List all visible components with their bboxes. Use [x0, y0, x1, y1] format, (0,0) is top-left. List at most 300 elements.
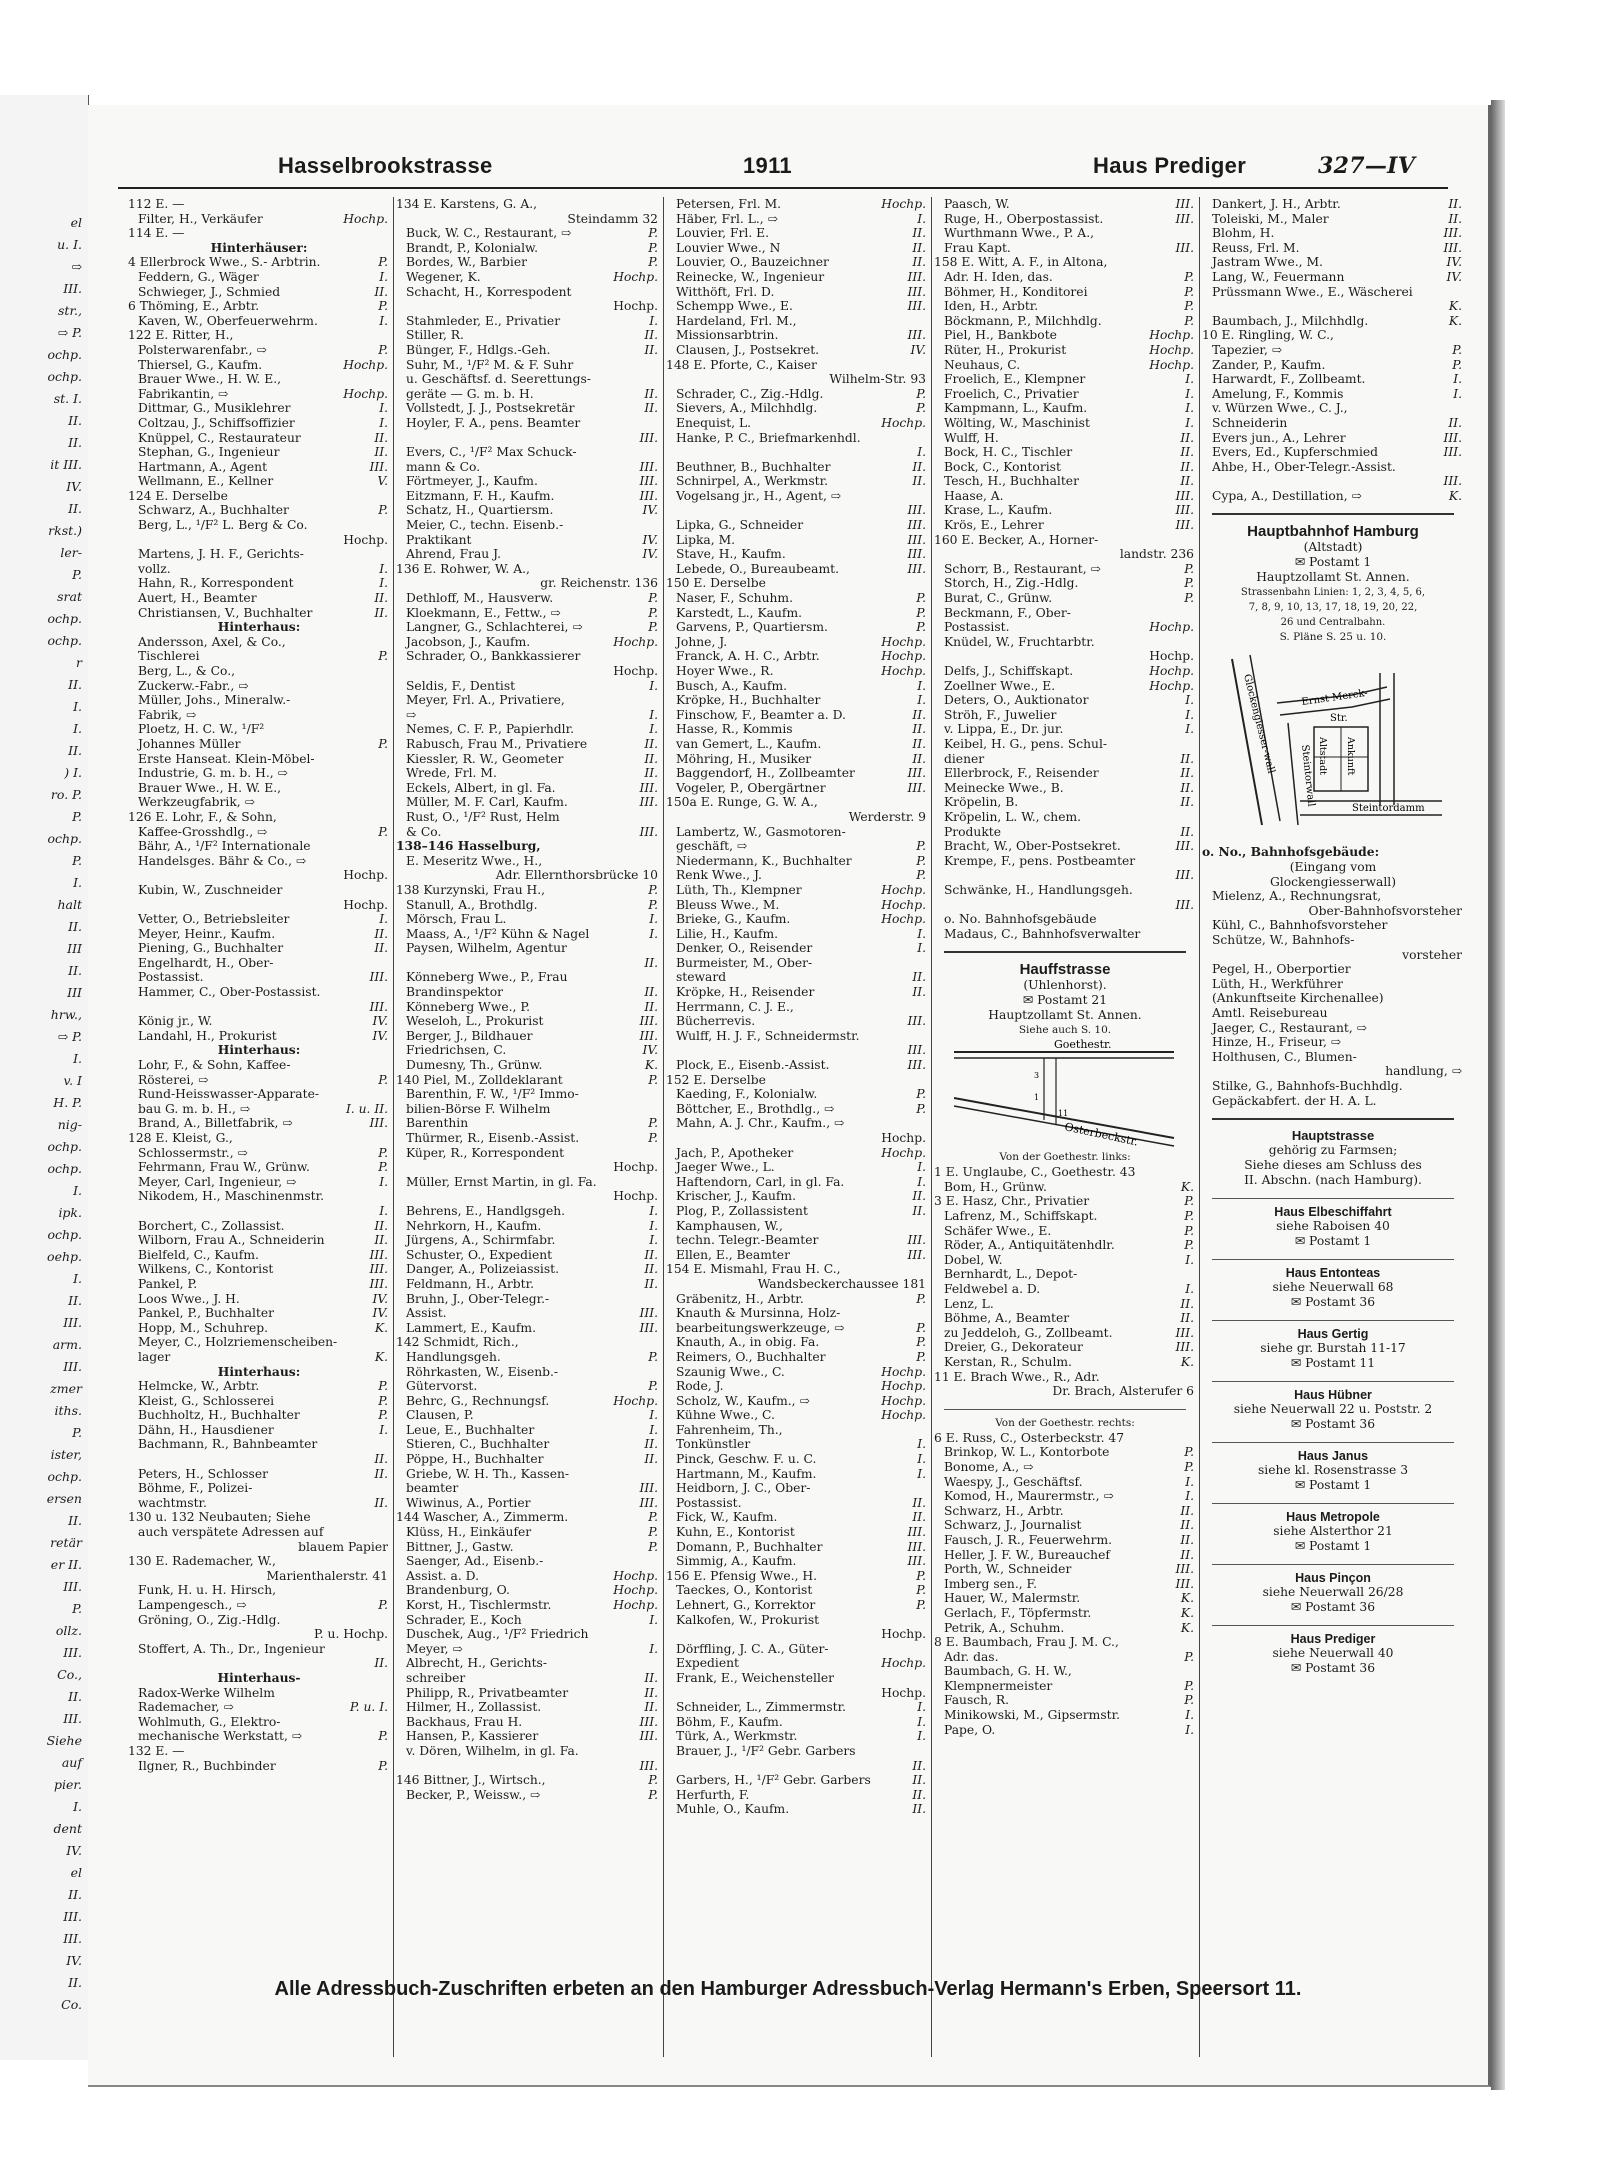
directory-entry — [128, 898, 390, 913]
directory-entry — [396, 985, 660, 1000]
directory-entry — [396, 1540, 660, 1555]
directory-entry — [1202, 1006, 1464, 1021]
entry-text: mechanische Werkstatt, ⇨ — [138, 1729, 303, 1744]
directory-entry — [666, 1583, 928, 1598]
directory-entry — [1202, 889, 1464, 904]
floor-level: II. — [644, 1700, 658, 1715]
entry-text: Toleiski, M., Maler — [1212, 211, 1329, 226]
entry-text: Kloekmann, E., Fettw., ⇨ — [406, 605, 561, 620]
links-heading: Von der Goethestr. links: — [999, 1151, 1131, 1164]
page-footer: Alle Adressbuch-Zuschriften erbeten an den Hamburger Adressbuch-Verlag Hermann's Erben, Speersort 11. — [274, 1978, 1302, 2000]
entry-text: 158 E. Witt, A. F., in Altona, — [934, 255, 1108, 270]
entry-text: Christiansen, V., Buchhalter — [138, 605, 313, 620]
entry-text: Krempe, F., pens. Postbeamter — [944, 853, 1136, 868]
directory-entry — [128, 1365, 390, 1380]
directory-entry — [128, 460, 390, 475]
divider — [1212, 1118, 1454, 1120]
directory-entry — [396, 518, 660, 533]
entry-text: Krase, L., Kaufm. — [944, 503, 1053, 518]
directory-entry — [1202, 387, 1464, 402]
entry-text: Albrecht, H., Gerichts- — [406, 1656, 547, 1671]
directory-entry — [396, 255, 660, 270]
directory-entry — [396, 854, 660, 869]
directory-entry — [934, 1238, 1196, 1253]
floor-level: P. — [378, 1145, 388, 1160]
entry-text: Vogeler, P., Obergärtner — [676, 780, 826, 795]
entry-text: van Gemert, L., Kaufm. — [676, 736, 822, 751]
directory-entry — [128, 649, 390, 664]
floor-level: Hochp. — [613, 269, 658, 284]
floor-level: P. — [1184, 284, 1194, 299]
previous-page-fragment: III. — [63, 1359, 82, 1374]
directory-entry — [934, 1533, 1196, 1548]
directory-entry — [934, 1460, 1196, 1475]
hotel-address: siehe Alsterthor 21 — [1273, 1524, 1393, 1539]
entry-text: Kampmann, L., Kaufm. — [944, 401, 1088, 416]
floor-level: P. — [648, 620, 658, 635]
directory-entry — [396, 212, 660, 227]
floor-level: P. — [648, 1131, 658, 1145]
directory-entry — [396, 1642, 660, 1657]
entry-text: 130 u. 132 Neubauten; Siehe — [128, 1510, 311, 1525]
directory-entry — [1202, 212, 1464, 227]
directory-entry — [1202, 372, 1464, 387]
entry-text: Bonome, A., ⇨ — [944, 1459, 1034, 1474]
entry-text: Gerlach, F., Töpfermstr. — [944, 1605, 1092, 1620]
floor-level: P. — [916, 1583, 926, 1598]
entry-text: 132 E. — — [128, 1743, 185, 1758]
floor-level: I. — [1185, 1474, 1194, 1489]
previous-page-fragment: I. — [73, 699, 82, 714]
directory-entry — [396, 1715, 660, 1730]
previous-page-fragment: II. — [68, 963, 82, 978]
directory-entry — [1202, 1064, 1464, 1079]
floor-level: II. — [1180, 766, 1194, 781]
hotel-address: siehe Raboisen 40 — [1276, 1219, 1390, 1234]
entry-text: Rüter, H., Prokurist — [944, 342, 1067, 357]
directory-entry — [128, 1671, 390, 1686]
entry-text: o. No., Bahnhofsgebäude: — [1202, 845, 1380, 860]
directory-entry — [396, 1627, 660, 1642]
entry-text: Kröpelin, B. — [944, 795, 1019, 810]
floor-level: I. u. II. — [345, 1101, 388, 1116]
directory-entry — [396, 722, 660, 737]
previous-page-fragment: halt — [57, 897, 82, 912]
directory-entry — [128, 1569, 390, 1584]
entry-text: Ober-Bahnhofsvorsteher — [1308, 903, 1462, 918]
directory-entry — [666, 1510, 928, 1525]
entry-text: Franck, A. H. C., Arbtr. — [676, 649, 820, 664]
entry-text: Madaus, C., Bahnhofsverwalter — [944, 926, 1141, 941]
entry-text: Jach, P., Apotheker — [676, 1145, 794, 1160]
directory-entry — [666, 576, 928, 591]
entry-text: Assist. a. D. — [406, 1568, 479, 1583]
entry-text: Feddern, G., Wäger — [138, 269, 259, 284]
entry-text: Adr. Ellernthorsbrücke 10 — [495, 868, 658, 883]
directory-entry — [128, 255, 390, 270]
hotel-name: Haus Elbeschiffahrt — [1274, 1205, 1392, 1220]
entry-text: Polsterwarenfabr., ⇨ — [138, 342, 267, 357]
previous-page-fragment: III. — [63, 1711, 82, 1726]
entry-text: Hilmer, H., Zollassist. — [406, 1700, 542, 1715]
entry-text: Behrc, G., Rechnungsf. — [406, 1393, 550, 1408]
floor-level: III. — [907, 1058, 926, 1073]
directory-entry — [666, 1759, 928, 1774]
floor-level: P. — [1184, 591, 1194, 606]
entry-text: Brieke, G., Kaufm. — [676, 912, 791, 927]
directory-entry — [396, 679, 660, 694]
directory-entry — [666, 503, 928, 518]
floor-level: P. — [1452, 357, 1462, 372]
entry-text: Böhm, F., Kaufm. — [676, 1714, 783, 1729]
directory-entry — [128, 358, 390, 373]
floor-level: K. — [374, 1320, 388, 1335]
previous-page-fragment: II. — [68, 1887, 82, 1902]
floor-level: II. — [912, 240, 926, 255]
directory-entry — [128, 941, 390, 956]
directory-entry — [666, 1029, 928, 1044]
directory-entry — [128, 518, 390, 533]
floor-level: P. — [916, 1087, 926, 1102]
directory-entry — [934, 299, 1196, 314]
directory-entry — [934, 635, 1196, 650]
column-rule — [663, 197, 664, 2057]
directory-entry — [934, 401, 1196, 416]
entry-text: 1 E. Unglaube, C., Goethestr. 43 — [934, 1165, 1136, 1180]
directory-entry — [396, 737, 660, 752]
entry-text: Hanke, P. C., Briefmarkenhdl. — [676, 430, 861, 445]
directory-entry — [934, 1591, 1196, 1606]
hotel-postamt — [1202, 1295, 1464, 1310]
directory-entry — [396, 1043, 660, 1058]
entry-text: Fick, W., Kaufm. — [676, 1510, 778, 1525]
floor-level: II. — [374, 1466, 388, 1481]
floor-level: II. — [1180, 430, 1194, 445]
entry-text: Niedermann, K., Buchhalter — [676, 853, 852, 868]
column-4 — [934, 197, 1196, 2057]
directory-entry — [666, 343, 928, 358]
directory-entry — [396, 1759, 660, 1774]
floor-level: IV. — [1446, 269, 1462, 284]
directory-entry — [396, 1248, 660, 1263]
entry-text: Danger, A., Polizeiassist. — [406, 1262, 559, 1277]
previous-page-fragment: el — [70, 1865, 82, 1880]
entry-text: gr. Reichenstr. 136 — [540, 576, 658, 591]
floor-level: I. — [1185, 1252, 1194, 1267]
directory-entry — [128, 1219, 390, 1234]
directory-entry — [934, 328, 1196, 343]
floor-level: III. — [639, 824, 658, 839]
directory-entry — [666, 1715, 928, 1730]
entry-text: Kiessler, R. W., Geometer — [406, 751, 564, 766]
previous-page-fragment: ⇨ P. — [57, 325, 82, 340]
directory-entry — [396, 635, 660, 650]
directory-entry — [396, 941, 660, 956]
entry-text: Haase, A. — [944, 488, 1004, 503]
directory-entry — [666, 372, 928, 387]
entry-text: Lilie, H., Kaufm. — [676, 926, 779, 941]
directory-entry — [666, 1306, 928, 1321]
entry-text: 138 Kurzynski, Frau H., — [396, 882, 546, 897]
floor-level: P. — [378, 1072, 388, 1087]
directory-entry — [396, 620, 660, 635]
floor-level: III. — [639, 1481, 658, 1496]
postamt-text: Postamt 36 — [1305, 1600, 1376, 1615]
floor-level: P. — [648, 255, 658, 270]
entry-text: Buck, W. C., Restaurant, ⇨ — [406, 226, 572, 241]
entry-text: Cypa, A., Destillation, ⇨ — [1212, 488, 1362, 503]
entry-text: Hochp. — [613, 1189, 658, 1204]
previous-page-fragment: ⇨ — [71, 259, 82, 274]
directory-entry — [1202, 991, 1464, 1006]
entry-text: Lohr, F., & Sohn, Kaffee- — [138, 1058, 291, 1073]
directory-entry — [934, 1224, 1196, 1239]
postamt-text: Postamt 36 — [1305, 1295, 1376, 1310]
directory-entry — [128, 401, 390, 416]
floor-level: I. — [649, 722, 658, 737]
floor-level: II. — [1448, 415, 1462, 430]
entry-text: Hochp. — [613, 664, 658, 678]
postamt-icon: ✉ — [1290, 1356, 1306, 1371]
divider — [1212, 1320, 1454, 1321]
floor-level: III. — [1175, 503, 1194, 518]
directory-entry — [128, 1744, 390, 1759]
directory-entry — [934, 503, 1196, 518]
directory-entry — [128, 285, 390, 300]
directory-entry — [666, 606, 928, 621]
entry-text: Krös, E., Lehrer — [944, 518, 1044, 533]
directory-entry — [396, 1087, 660, 1102]
directory-entry — [666, 241, 928, 256]
floor-level: IV. — [642, 532, 658, 547]
entry-text: Wegener, K. — [406, 269, 481, 284]
previous-page-fragment: ler- — [60, 545, 82, 560]
entry-text: Pankel, P., Buchhalter — [138, 1306, 275, 1321]
entry-text: Heidborn, J. C., Ober- — [676, 1481, 811, 1496]
entry-text: Schrader, O., Bankkassierer — [406, 649, 581, 664]
directory-entry — [666, 1627, 928, 1642]
directory-entry — [934, 883, 1196, 898]
previous-page-fragment: II. — [68, 413, 82, 428]
directory-entry — [396, 241, 660, 256]
entry-text: Pape, O. — [944, 1722, 996, 1737]
divider — [1212, 513, 1454, 515]
floor-level: P. — [1184, 1238, 1194, 1253]
entry-text: Louvier Wwe., N — [676, 240, 781, 255]
floor-level: K. — [644, 1058, 658, 1073]
directory-entry — [666, 1146, 928, 1161]
directory-entry — [396, 898, 660, 913]
floor-level: II. — [912, 985, 926, 1000]
directory-entry — [128, 226, 390, 241]
directory-entry — [666, 1467, 928, 1482]
entry-text: 3 E. Hasz, Chr., Privatier — [934, 1194, 1090, 1209]
entry-text: Wrede, Frl. M. — [406, 766, 497, 781]
floor-level: P. — [378, 1160, 388, 1175]
entry-text: Kaeding, F., Kolonialw. — [676, 1087, 818, 1102]
directory-entry — [934, 1253, 1196, 1268]
entry-text: Herrmann, C. J. E., — [676, 999, 794, 1014]
entry-text: Missionsarbtrin. — [676, 328, 779, 343]
entry-text: Beckmann, F., Ober- — [944, 605, 1071, 620]
directory-entry — [128, 1759, 390, 1774]
directory-entry — [128, 1481, 390, 1496]
entry-text: Deters, O., Auktionator — [944, 693, 1089, 708]
floor-level: IV. — [372, 1306, 388, 1321]
directory-entry — [396, 752, 660, 767]
directory-entry — [128, 1408, 390, 1423]
directory-entry — [128, 445, 390, 460]
directory-entry — [396, 285, 660, 300]
floor-level: III. — [1175, 518, 1194, 533]
directory-entry — [666, 810, 928, 825]
entry-text: Backhaus, Frau H. — [406, 1714, 523, 1729]
hauptbahnhof-zoll: Hauptzollamt St. Annen. — [1256, 570, 1410, 585]
directory-entry — [396, 1700, 660, 1715]
entry-text: Hardeland, Frl. M., — [676, 313, 797, 328]
directory-entry — [1202, 460, 1464, 475]
directory-entry — [128, 1262, 390, 1277]
entry-text: Dethloff, M., Hausverw. — [406, 591, 554, 606]
directory-entry — [128, 1058, 390, 1073]
floor-level: P. — [648, 1379, 658, 1394]
entry-text: Kalkofen, W., Prokurist — [676, 1612, 820, 1627]
directory-entry — [128, 1686, 390, 1701]
floor-level: P. — [916, 591, 926, 606]
floor-level: III. — [1175, 211, 1194, 226]
entry-text: 140 Piel, M., Zolldeklarant — [396, 1072, 563, 1087]
entry-text: Lebede, O., Bureaubeamt. — [676, 561, 839, 576]
entry-text: Paasch, W. — [944, 197, 1010, 211]
directory-entry — [396, 1423, 660, 1438]
entry-text: bau G. m. b. H., ⇨ — [138, 1101, 251, 1116]
hotel-postamt — [1202, 1478, 1464, 1493]
entry-text: Piening, G., Buchhalter — [138, 941, 284, 956]
floor-level: I. — [379, 1422, 388, 1437]
directory-entry — [934, 212, 1196, 227]
directory-entry — [666, 1292, 928, 1307]
floor-level: II. — [1180, 474, 1194, 489]
directory-entry — [128, 533, 390, 548]
floor-level: P. — [1184, 269, 1194, 284]
directory-entry — [934, 606, 1196, 621]
entry-text: Klüss, H., Einkäufer — [406, 1525, 532, 1540]
directory-entry — [396, 460, 660, 475]
entry-text: Borchert, C., Zollassist. — [138, 1218, 285, 1233]
entry-text: Gräbenitz, H., Arbtr. — [676, 1291, 804, 1306]
directory-entry — [128, 299, 390, 314]
floor-level: II. — [1448, 197, 1462, 211]
entry-text: Minikowski, M., Gipsermstr. — [944, 1708, 1121, 1723]
directory-entry — [128, 1102, 390, 1117]
col5-entries — [1202, 197, 1464, 503]
directory-entry — [128, 576, 390, 591]
entry-text: Schütze, W., Bahnhofs- — [1212, 933, 1355, 948]
directory-entry — [396, 358, 660, 373]
floor-level: III. — [639, 795, 658, 810]
entry-text: Porth, W., Schneider — [944, 1562, 1072, 1577]
entry-text: Radox-Werke Wilhelm — [138, 1685, 275, 1700]
hauffstrasse-zoll: Hauptzollamt St. Annen. — [988, 1008, 1142, 1023]
previous-page-fragment: ochp. — [47, 633, 82, 648]
floor-level: III. — [639, 1729, 658, 1744]
directory-entry — [128, 1554, 390, 1569]
floor-level: I. — [1185, 1489, 1194, 1504]
entry-text: Evers, C., ¹/F² Max Schuck- — [406, 445, 577, 460]
entry-text: Schwieger, J., Schmied — [138, 284, 281, 299]
entry-text: Meyer, Carl, Ingenieur, ⇨ — [138, 1174, 297, 1189]
postamt-icon: ✉ — [1294, 555, 1310, 570]
directory-entry — [666, 752, 928, 767]
floor-level: I. — [649, 912, 658, 927]
divider — [1212, 1198, 1454, 1199]
entry-text: Langner, G., Schlachterei, ⇨ — [406, 620, 583, 635]
entry-text: Bünger, F., Hdlgs.-Geh. — [406, 342, 551, 357]
floor-level: P. — [378, 1758, 388, 1773]
floor-level: III. — [639, 1758, 658, 1773]
entry-text: Bruhn, J., Ober-Telegr.- — [406, 1291, 550, 1306]
directory-entry — [128, 781, 390, 796]
hotel-address: siehe Neuerwall 22 u. Poststr. 2 — [1233, 1402, 1433, 1417]
floor-level: P. — [916, 605, 926, 620]
entry-text: Hochp. — [343, 868, 388, 883]
previous-page-fragment: ochp. — [47, 611, 82, 626]
floor-level: III. — [369, 1276, 388, 1291]
entry-text: Plog, P., Zollassistent — [676, 1203, 808, 1218]
entry-text: Reimers, O., Buchhalter — [676, 1349, 826, 1364]
floor-level: II. — [912, 1510, 926, 1525]
floor-level: I. — [917, 1700, 926, 1715]
entry-text: Petersen, Frl. M. — [676, 197, 782, 211]
directory-entry — [396, 795, 660, 810]
floor-level: III. — [1175, 868, 1194, 883]
floor-level: II. — [1180, 795, 1194, 810]
directory-entry — [666, 1219, 928, 1234]
directory-entry — [666, 679, 928, 694]
entry-text: Storch, H., Zig.-Hdlg. — [944, 576, 1079, 591]
entry-text: Lambertz, W., Gasmotoren- — [676, 824, 846, 839]
entry-text: Auert, H., Beamter — [138, 591, 257, 606]
floor-level: I. — [1185, 722, 1194, 737]
entry-text: Fausch, R. — [944, 1693, 1010, 1708]
previous-page-fragment: II. — [68, 677, 82, 692]
column-2 — [396, 197, 660, 2057]
entry-text: Hinterhaus: — [217, 1043, 301, 1058]
entry-text: Brand, A., Billetfabrik, ⇨ — [138, 1116, 293, 1131]
entry-text: Petrik, A., Schuhm. — [944, 1620, 1065, 1635]
entry-text: Rademacher, ⇨ — [138, 1700, 234, 1715]
previous-page-fragment: I. — [73, 1271, 82, 1286]
entry-text: Schempp Wwe., E. — [676, 299, 793, 314]
previous-page-fragment: II. — [68, 501, 82, 516]
entry-text: Vetter, O., Betriebsleiter — [138, 912, 290, 927]
directory-entry — [666, 1773, 928, 1788]
postamt-icon: ✉ — [1022, 993, 1038, 1008]
directory-entry — [396, 883, 660, 898]
entry-text: Stilke, G., Bahnhofs-Buchhdlg. — [1212, 1078, 1403, 1093]
floor-level: P. — [648, 226, 658, 241]
entry-text: Tonkünstler — [676, 1437, 751, 1452]
directory-entry — [934, 416, 1196, 431]
entry-text: Garbers, H., ¹/F² Gebr. Garbers — [676, 1773, 871, 1788]
directory-entry — [666, 1379, 928, 1394]
map-label-glockengiesserwall: Glockengiesser-wall — [1241, 673, 1277, 776]
col4-entries-right — [934, 1431, 1196, 1737]
directory-entry — [396, 1598, 660, 1613]
directory-entry — [934, 912, 1196, 927]
floor-level: III. — [639, 1306, 658, 1321]
directory-entry — [934, 1194, 1196, 1209]
